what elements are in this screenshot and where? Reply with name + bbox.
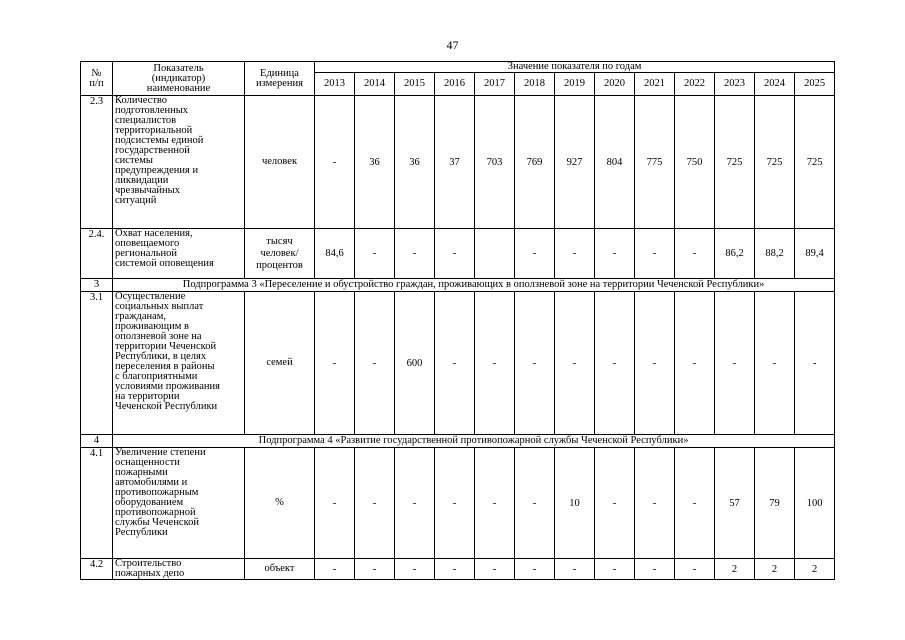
- unit-cell: человек: [245, 96, 315, 229]
- value-cell: 100: [795, 448, 835, 559]
- section-title: Подпрограмма 4 «Развитие государственной противопожарной службы Чеченской Республики»: [113, 435, 835, 448]
- value-cell: -: [635, 229, 675, 279]
- indicator-name: Увеличение степени оснащенности пожарными автомобилями и противопожарным оборудованием противопожарной службы Чеченской Республики: [113, 448, 245, 559]
- section-title: Подпрограмма 3 «Переселение и обустройство граждан, проживающих в оползневой зоне на территории Чеченской Республики»: [113, 279, 835, 292]
- section-row: [81, 279, 835, 292]
- value-cell: -: [755, 292, 795, 435]
- value-cell: 89,4: [795, 229, 835, 279]
- value-cell: -: [355, 229, 395, 279]
- value-cell: 37: [435, 96, 475, 229]
- value-cell: 804: [595, 96, 635, 229]
- value-cell: 725: [795, 96, 835, 229]
- value-cell: 10: [555, 448, 595, 559]
- header-year: 2022: [675, 73, 715, 96]
- value-cell: 725: [715, 96, 755, 229]
- section-number: 3: [81, 279, 113, 292]
- value-cell: -: [515, 229, 555, 279]
- header-year: 2020: [595, 73, 635, 96]
- indicator-name: Охват населения, оповещаемого региональной системой оповещения: [113, 229, 245, 279]
- value-cell: -: [675, 229, 715, 279]
- header-year: 2014: [355, 73, 395, 96]
- header-year: 2013: [315, 73, 355, 96]
- indicator-name: Количество подготовленных специалистов территориальной подсистемы единой государственной системы предупреждения и ликвидации чрезвычайных ситуаций: [113, 96, 245, 229]
- value-cell: 927: [555, 96, 595, 229]
- row-number: 4.2: [81, 559, 113, 580]
- value-cell: -: [595, 448, 635, 559]
- header-indicator: Показатель (индикатор) наименование: [113, 62, 245, 96]
- value-cell: [475, 229, 515, 279]
- value-cell: -: [435, 292, 475, 435]
- table-row: [81, 292, 835, 435]
- value-cell: -: [355, 448, 395, 559]
- row-number: 3.1: [81, 292, 113, 435]
- header-year: 2016: [435, 73, 475, 96]
- header-year: 2023: [715, 73, 755, 96]
- value-cell: -: [635, 292, 675, 435]
- value-cell: -: [635, 559, 675, 580]
- unit-cell: объект: [245, 559, 315, 580]
- indicators-table: [80, 61, 835, 580]
- value-cell: -: [315, 292, 355, 435]
- value-cell: -: [595, 559, 635, 580]
- header-unit: Единица измерения: [245, 62, 315, 96]
- value-cell: 2: [795, 559, 835, 580]
- value-cell: -: [675, 292, 715, 435]
- value-cell: 88,2: [755, 229, 795, 279]
- value-cell: -: [675, 559, 715, 580]
- value-cell: -: [475, 448, 515, 559]
- value-cell: 703: [475, 96, 515, 229]
- value-cell: -: [515, 448, 555, 559]
- value-cell: 750: [675, 96, 715, 229]
- value-cell: 2: [715, 559, 755, 580]
- table-row: [81, 96, 835, 229]
- unit-cell: тысяч человек/ процентов: [245, 229, 315, 279]
- table-row: [81, 229, 835, 279]
- value-cell: -: [795, 292, 835, 435]
- header-year: 2021: [635, 73, 675, 96]
- header-year: 2025: [795, 73, 835, 96]
- row-number: 2.3: [81, 96, 113, 229]
- value-cell: -: [355, 559, 395, 580]
- unit-cell: %: [245, 448, 315, 559]
- value-cell: -: [555, 292, 595, 435]
- header-year: 2017: [475, 73, 515, 96]
- header-year: 2019: [555, 73, 595, 96]
- page-number: 47: [446, 38, 459, 52]
- value-cell: 84,6: [315, 229, 355, 279]
- value-cell: -: [395, 448, 435, 559]
- value-cell: 86,2: [715, 229, 755, 279]
- value-cell: -: [475, 292, 515, 435]
- value-cell: 2: [755, 559, 795, 580]
- value-cell: -: [395, 229, 435, 279]
- value-cell: -: [435, 448, 475, 559]
- value-cell: -: [595, 292, 635, 435]
- value-cell: -: [395, 559, 435, 580]
- indicator-name: Осуществление социальных выплат гражданам, проживающим в оползневой зоне на территории Чеченской Республики, в целях переселения в районы с благоприятными условиями проживания на территории Чеченской Республики: [113, 292, 245, 435]
- value-cell: 79: [755, 448, 795, 559]
- value-cell: -: [435, 229, 475, 279]
- value-cell: -: [595, 229, 635, 279]
- value-cell: -: [555, 559, 595, 580]
- value-cell: -: [315, 559, 355, 580]
- header-values: Значение показателя по годам: [315, 62, 835, 73]
- value-cell: 775: [635, 96, 675, 229]
- value-cell: -: [675, 448, 715, 559]
- table-row: [81, 559, 835, 580]
- value-cell: -: [355, 292, 395, 435]
- value-cell: 725: [755, 96, 795, 229]
- value-cell: 769: [515, 96, 555, 229]
- header-num: № п/п: [81, 62, 113, 96]
- value-cell: 36: [395, 96, 435, 229]
- value-cell: -: [515, 292, 555, 435]
- value-cell: -: [715, 292, 755, 435]
- value-cell: -: [555, 229, 595, 279]
- header-year: 2018: [515, 73, 555, 96]
- value-cell: -: [315, 96, 355, 229]
- value-cell: -: [515, 559, 555, 580]
- header-year: 2024: [755, 73, 795, 96]
- row-number: 4.1: [81, 448, 113, 559]
- section-number: 4: [81, 435, 113, 448]
- value-cell: -: [435, 559, 475, 580]
- header-year: 2015: [395, 73, 435, 96]
- indicator-name: Строительство пожарных депо: [113, 559, 245, 580]
- value-cell: 600: [395, 292, 435, 435]
- section-row: [81, 435, 835, 448]
- unit-cell: семей: [245, 292, 315, 435]
- value-cell: -: [635, 448, 675, 559]
- value-cell: -: [315, 448, 355, 559]
- row-number: 2.4.: [81, 229, 113, 279]
- table-row: [81, 448, 835, 559]
- value-cell: 36: [355, 96, 395, 229]
- value-cell: 57: [715, 448, 755, 559]
- value-cell: -: [475, 559, 515, 580]
